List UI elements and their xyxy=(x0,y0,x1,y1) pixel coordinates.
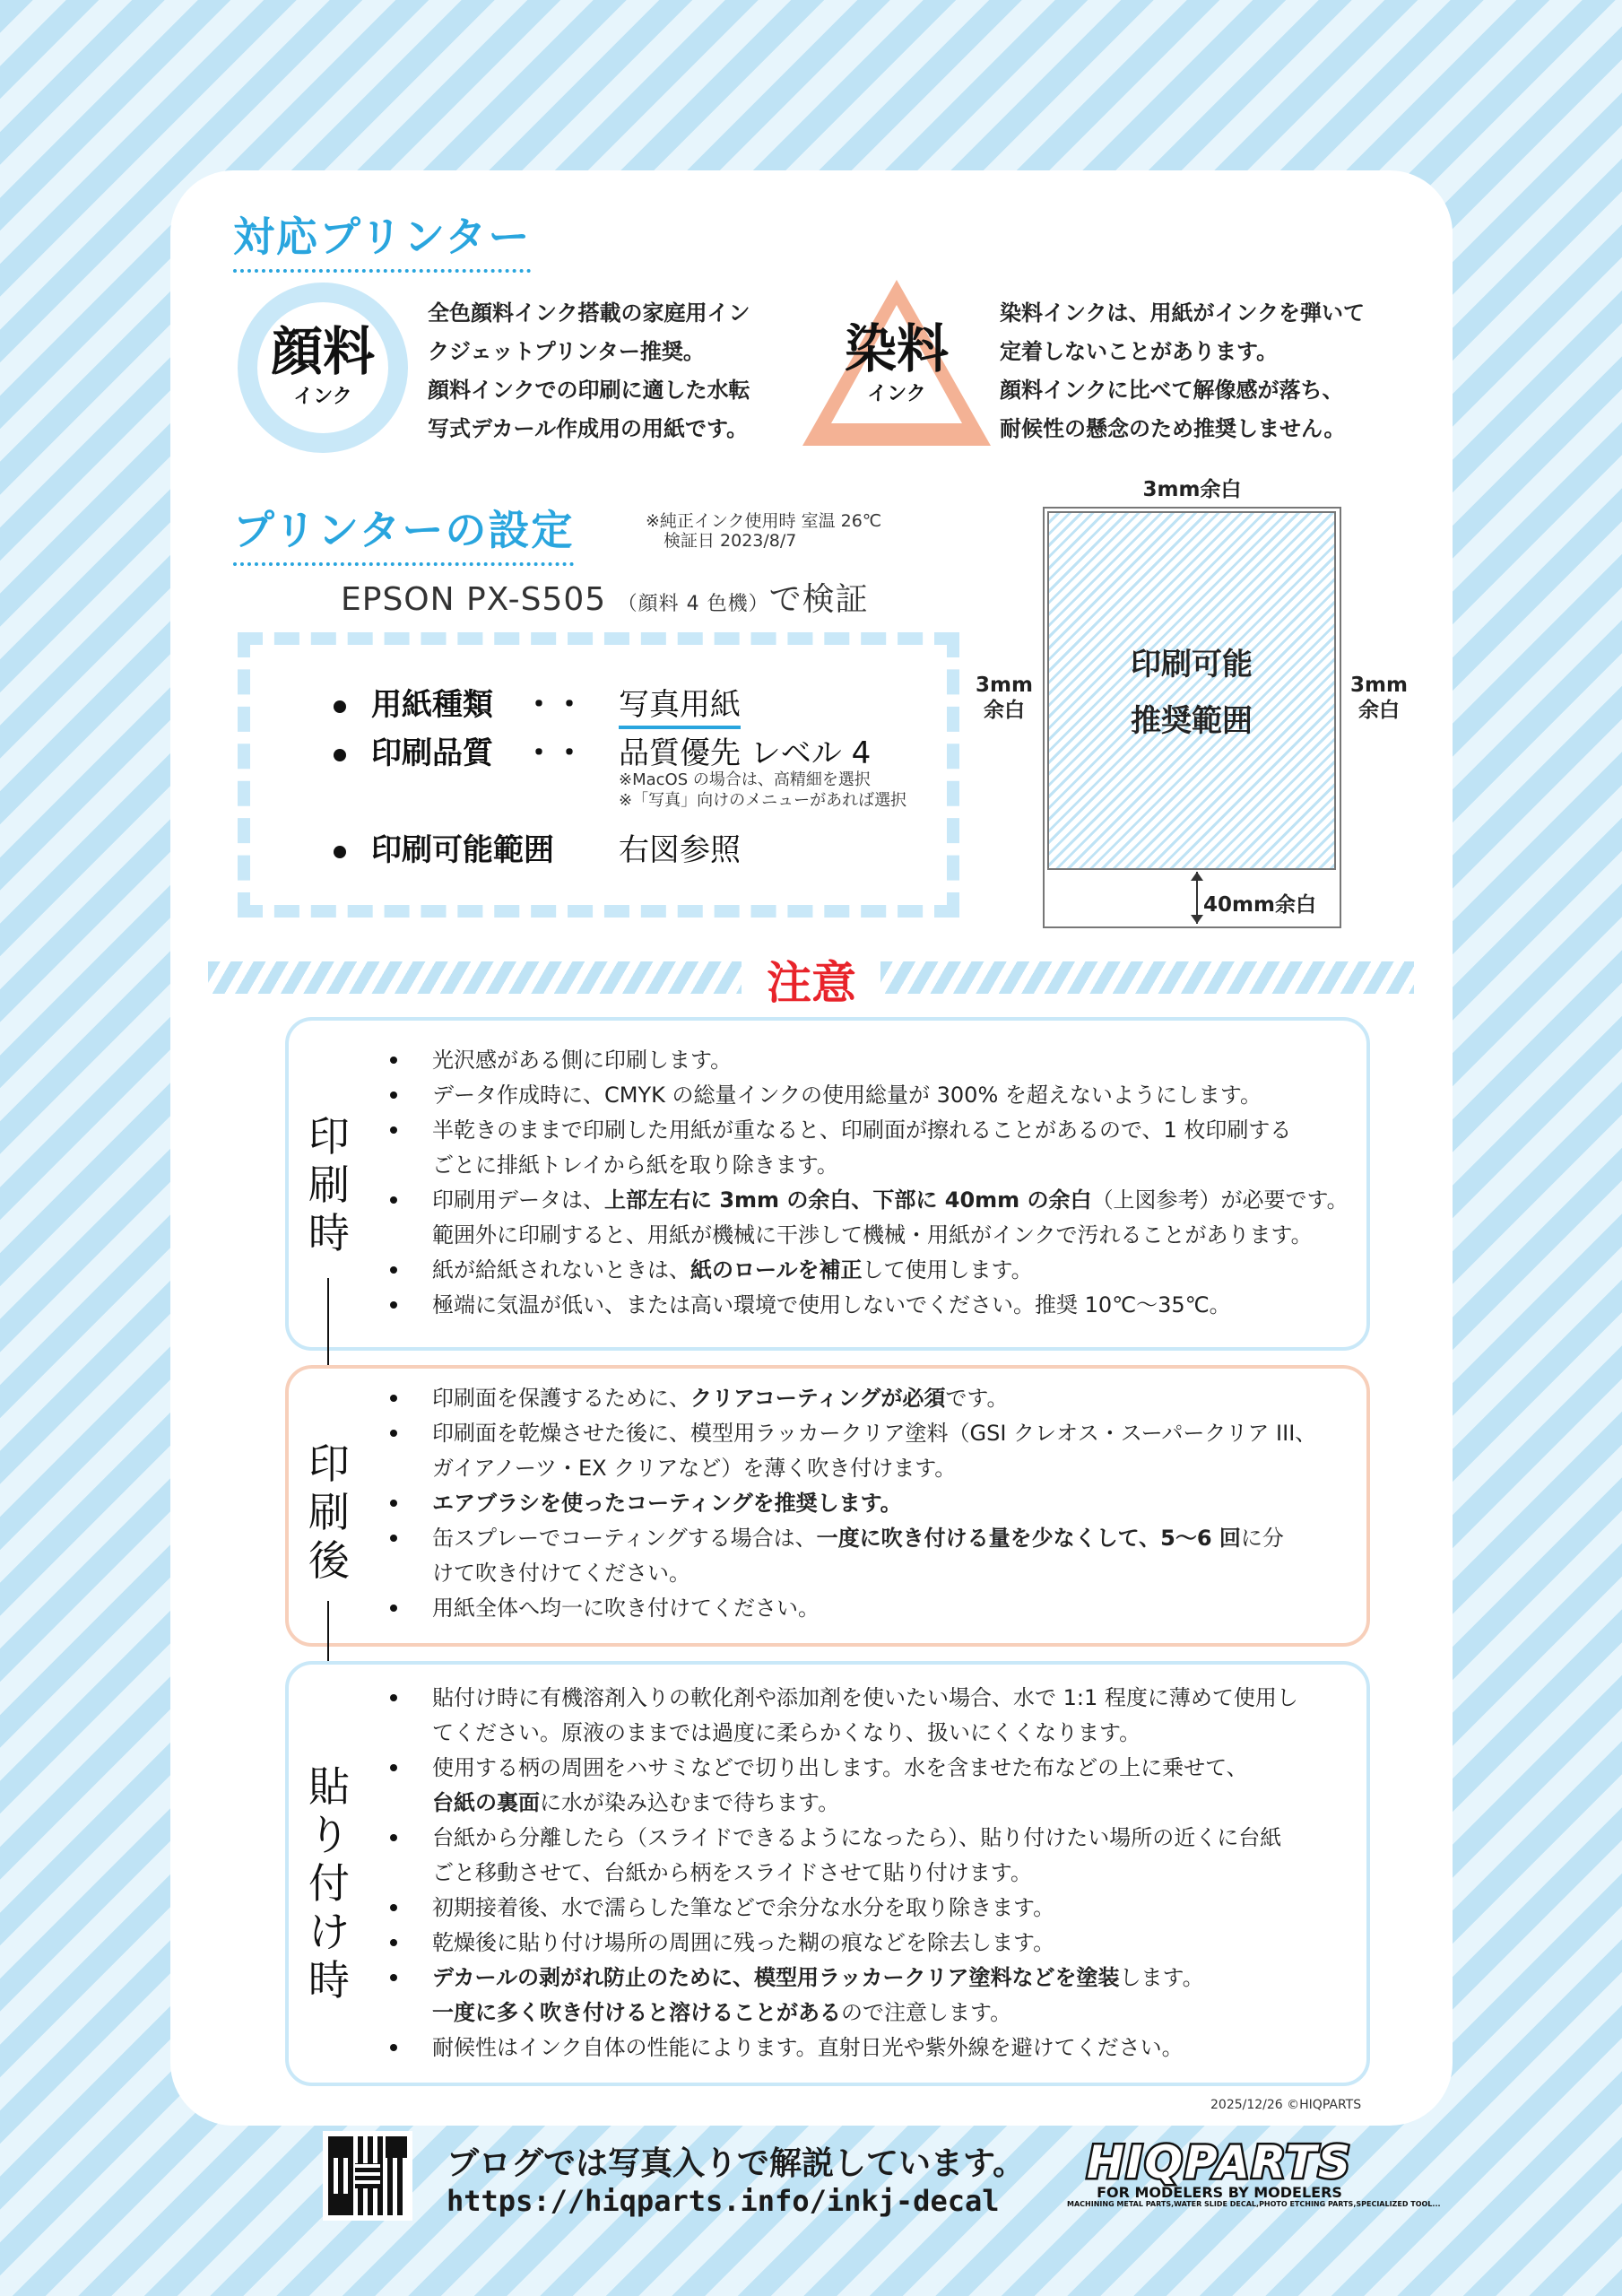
model-paren: （顔料 4 色機） xyxy=(617,593,769,615)
qr-code-icon[interactable] xyxy=(323,2131,412,2221)
pigment-line-2: クジェットプリンター推奨。 xyxy=(428,339,705,364)
attention-title: 注意 xyxy=(767,957,856,1009)
list-item: エアブラシを使ったコーティングを推奨します。 xyxy=(386,1486,1354,1521)
diagram-bottom-arrow xyxy=(1196,872,1198,924)
pigment-badge-sub: インク xyxy=(293,386,352,408)
list-item: 印刷面を乾燥させた後に、模型用ラッカークリア塗料（GSI クレオス・スーパークリア III、 ガイアノーツ・EX クリアなど）を薄く吹き付けます。 xyxy=(386,1416,1354,1486)
list-item: 缶スプレーでコーティングする場合は、一度に吹き付ける量を少なくして、5～6 回に分 けて吹き付けてください。 xyxy=(386,1521,1354,1591)
pigment-description xyxy=(428,294,750,448)
list-item: 極端に気温が低い、または高い環境で使用しないでください。推奨 10℃～35℃。 xyxy=(386,1288,1354,1323)
printer-settings-heading: プリンターの設定 xyxy=(233,498,574,566)
dye-line-2: 定着しないことがあります。 xyxy=(1000,339,1279,364)
copyright: 2025/12/26 ©HIQPARTS xyxy=(1210,2098,1362,2112)
pigment-ink-badge xyxy=(238,283,408,453)
dye-description xyxy=(1000,294,1365,448)
list-item: データ作成時に、CMYK の総量インクの使用総量が 300% を超えないようにします。 xyxy=(386,1078,1354,1113)
section-after-label: 印 刷 後 xyxy=(308,1439,350,1585)
attention-stripe-left xyxy=(208,961,742,994)
footer-url-link[interactable]: https://hiqparts.info/inkj-decal xyxy=(447,2184,1000,2218)
list-item: デカールの剥がれ防止のために、模型用ラッカークリア塗料などを塗装します。 一度に多く吹き付けると溶けることがあるので注意します。 xyxy=(386,1961,1354,2031)
hiqparts-logo xyxy=(1067,2136,1441,2209)
setting-print-quality-label: 印刷品質 ・・ xyxy=(334,728,585,772)
pigment-line-3: 顔料インクでの印刷に適した水転 xyxy=(428,378,750,403)
apply-list xyxy=(386,1681,1354,2066)
setting-print-area-label: 印刷可能範囲 xyxy=(334,825,554,869)
setting-print-area-value: 右図参照 xyxy=(619,832,741,868)
model-main: EPSON PX-S505 xyxy=(341,581,607,618)
list-item: 印刷面を保護するために、クリアコーティングが必須です。 xyxy=(386,1381,1354,1416)
list-item: 用紙全体へ均一に吹き付けてください。 xyxy=(386,1591,1354,1626)
diagram-left-margin: 3mm 余白 xyxy=(976,674,1033,722)
diagram-bottom-margin: 40mm余白 xyxy=(1203,893,1316,917)
logo-subtagline: MACHINING METAL PARTS,WATER SLIDE DECAL,PHOTO ETCHING PARTS,SPECIALIZED TOOL... xyxy=(1067,2200,1441,2208)
diagram-top-margin: 3mm余白 xyxy=(1142,478,1242,501)
diagram-center-label xyxy=(1047,637,1336,750)
list-item: 初期接着後、水で濡らした筆などで余分な水分を取り除きます。 xyxy=(386,1891,1354,1926)
dye-line-4: 耐候性の懸念のため推奨しません。 xyxy=(1000,416,1346,441)
attention-stripe-right xyxy=(880,961,1414,994)
after-list xyxy=(386,1381,1354,1626)
condition-note-1: ※純正インク使用時 室温 26℃ xyxy=(646,511,882,531)
dye-badge-sub: インク xyxy=(867,383,926,405)
list-item: 耐候性はインク自体の性能によります。直射日光や紫外線を避けてください。 xyxy=(386,2031,1354,2066)
list-item: 印刷用データは、上部左右に 3mm の余白、下部に 40mm の余白（上図参考）が必要です。 範囲外に印刷すると、用紙が機械に干渉して機械・用紙がインクで汚れることがあります。 xyxy=(386,1183,1354,1253)
setting-print-quality-value: 品質優先 レベル 4 xyxy=(619,735,872,771)
list-item: 貼付け時に有機溶剤入りの軟化剤や添加剤を使いたい場合、水で 1:1 程度に薄めて使用し てください。原液のままでは過度に柔らかくなり、扱いにくくなります。 xyxy=(386,1681,1354,1751)
printing-list xyxy=(386,1043,1354,1323)
logo-main-text: HIQPARTS xyxy=(1086,2136,1353,2188)
setting-paper-type-value: 写真用紙 xyxy=(619,680,741,729)
section-printing-label: 印 刷 時 xyxy=(308,1112,350,1257)
printer-model xyxy=(341,574,869,620)
logo-tagline: FOR MODELERS BY MODELERS xyxy=(1097,2184,1342,2201)
list-item: 光沢感がある側に印刷します。 xyxy=(386,1043,1354,1078)
diagram-center-line-1: 印刷可能 xyxy=(1131,647,1253,683)
quality-note-2: ※「写真」向けのメニューがあれば選択 xyxy=(619,791,907,810)
section-apply-label: 貼 り 付 け 時 xyxy=(308,1762,350,2005)
dye-badge-main: 染料 xyxy=(844,318,949,379)
setting-paper-type-label: 用紙種類 ・・ xyxy=(334,680,585,724)
list-item: 使用する柄の周囲をハサミなどで切り出します。水を含ませた布などの上に乗せて、 台紙の裏面に水が染み込むまで待ちます。 xyxy=(386,1751,1354,1821)
pigment-line-4: 写式デカール作成用の用紙です。 xyxy=(428,416,749,441)
diagram-right-margin: 3mm 余白 xyxy=(1350,674,1408,722)
supported-printers-heading: 対応プリンター xyxy=(233,204,531,273)
list-item: 紙が給紙されないときは、紙のロールを補正して使用します。 xyxy=(386,1253,1354,1288)
dye-ink-badge xyxy=(802,318,991,406)
list-item: 台紙から分離したら（スライドできるようになったら）、貼り付けたい場所の近くに台紙 ごと移動させて、台紙から柄をスライドさせて貼り付けます。 xyxy=(386,1821,1354,1891)
quality-note-1: ※MacOS の場合は、高精細を選択 xyxy=(619,770,871,789)
pigment-badge-main: 顔料 xyxy=(270,321,375,382)
list-item: 半乾きのままで印刷した用紙が重なると、印刷面が擦れることがあるので、1 枚印刷する ごとに排紙トレイから紙を取り除きます。 xyxy=(386,1113,1354,1183)
pigment-line-1: 全色顔料インク搭載の家庭用イン xyxy=(428,300,750,326)
dye-line-3: 顔料インクに比べて解像感が落ち、 xyxy=(1000,378,1344,403)
model-suffix: で検証 xyxy=(768,581,869,618)
condition-note-2: 検証日 2023/8/7 xyxy=(664,531,797,551)
list-item: 乾燥後に貼り付け場所の周囲に残った糊の痕などを除去します。 xyxy=(386,1926,1354,1961)
footer-message: ブログでは写真入りで解説しています。 xyxy=(447,2145,1026,2182)
diagram-center-line-2: 推奨範囲 xyxy=(1131,703,1253,739)
dye-line-1: 染料インクは、用紙がインクを弾いて xyxy=(1000,300,1366,326)
